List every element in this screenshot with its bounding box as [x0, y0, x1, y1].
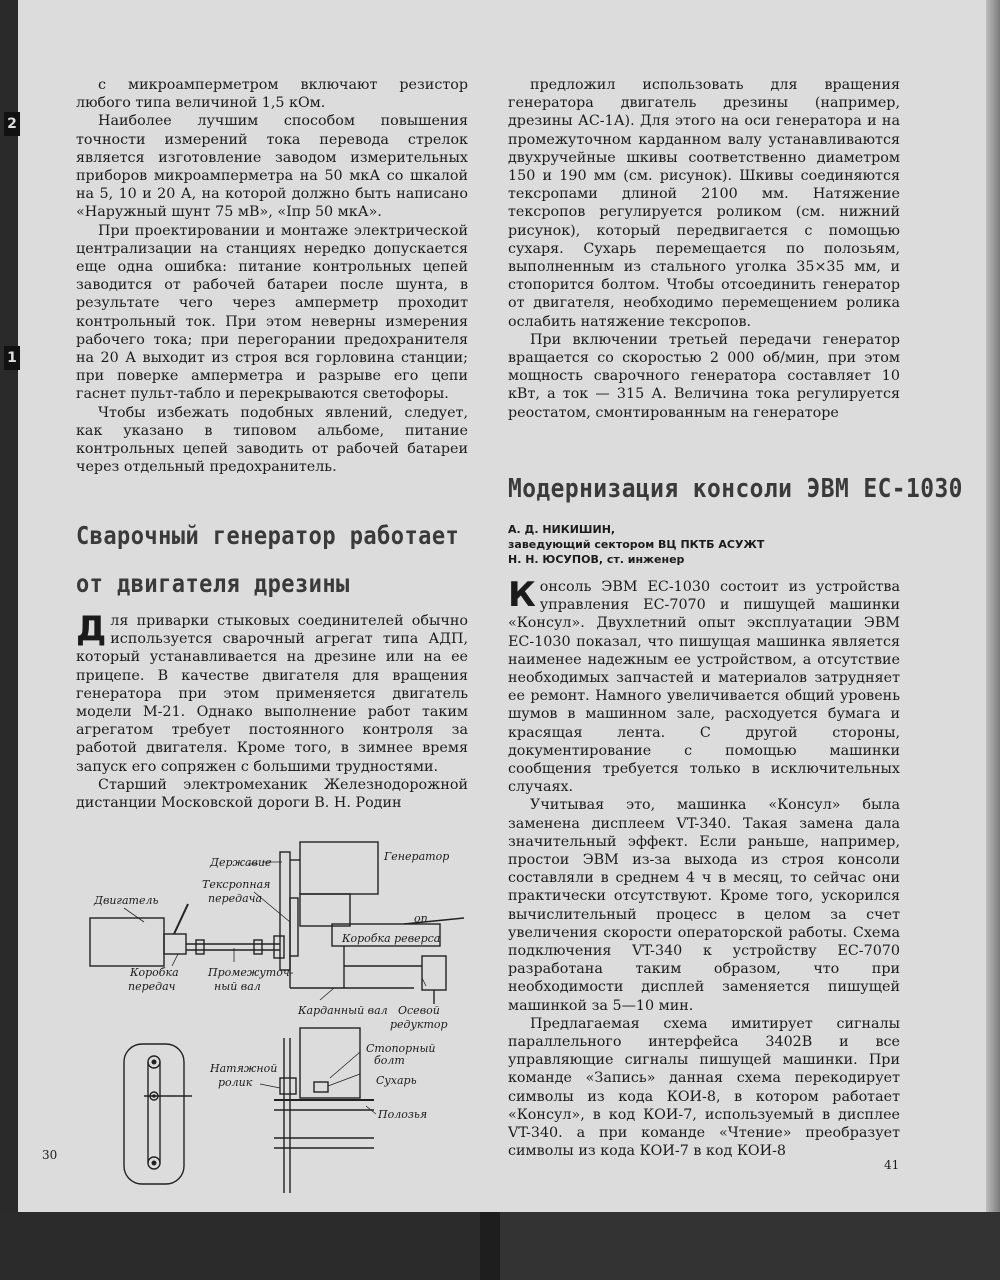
- paragraph: При включении третьей передачи генератор вращается со скоростью 2 000 об/мин, при этом мощность сварочного генератора составляет 10 кВт, а ток — 315 А. Величина тока регулируется реостатом, смонтированным на генераторе: [508, 331, 900, 421]
- scan-background: [0, 1212, 1000, 1280]
- label-tension-roller: Натяжной: [210, 1062, 278, 1075]
- right-column: [508, 76, 900, 422]
- article-evm-body: [508, 575, 900, 1161]
- label-gearbox: Коробка: [130, 966, 179, 979]
- label-lock-bolt-2: болт: [374, 1054, 405, 1067]
- paragraph: Наиболее лучшим способом повышения точности измерений тока перевода стрелок является изготовление заводом измерительных приборов микроамперметра на 50 мкА со шкалой на 5, 10 и 20 А, на которой должно быть написано «Наружный шунт 75 мВ», «Iпр 50 мкА».: [76, 113, 468, 221]
- label-slider: Сухарь: [376, 1074, 417, 1087]
- paragraph: Консоль ЭВМ ЕС-1030 состоит из устройства управления ЕС-7070 и пишущей машинки «Консул». Двухлетний опыт эксплуатации ЭВМ ЕС-1030 показал, что пишущая машинка является наименее надежным ее устройством, а отсутствие необходимых запчастей и материалов затрудняет ее ремонт. Намного увеличивается общий уровень шумов в машинном зале, расходуется бумага и красящая лента. С другой стороны, документирование с помощью машинки сообщения требуется только в исключительных случаях.: [508, 575, 900, 796]
- article-weld-body: [76, 609, 468, 812]
- label-belt-drive-2: передача: [208, 892, 263, 905]
- title-line: от двигателя дрезины: [76, 569, 350, 598]
- paragraph: При проектировании и монтаже электрической централизации на станциях нередко допускается еще одна ошибка: питание контрольных цепей заводится от рабочей батареи после шунта, в результате чего через амперметр проходит контрольный ток. При этом неверны измерения рабочего тока; при перегорании предохранителя на 20 А выходит из строя вся горловина станции; при поверке амперметра и разрыве его цепи гаснет пульт-табло и перекрываются светофоры.: [76, 222, 468, 403]
- label-tension-roller-2: ролик: [218, 1076, 253, 1089]
- label-lock-bolt: Стопорный: [366, 1042, 436, 1055]
- author-role: заведующий сектором ВЦ ПКТБ АСУЖТ: [508, 538, 765, 551]
- author-name: Н. Н. ЮСУПОВ, ст. инженер: [508, 553, 685, 566]
- page-number-right: 41: [884, 1158, 900, 1172]
- label-reverse-box: Коробка реверса: [342, 932, 441, 945]
- paragraph: предложил использовать для вращения генератора двигатель дрезины (например, дрезины АС-1А). Для этого на оси генератора и на промежуточном карданном валу устанавливаются двухручейные шкивы соответственно диаметром 150 и 190 мм (см. рисунок). Шкивы соединяются тексропами длиной 2100 мм. Натяжение тексропов регулируется роликом (см. нижний рисунок), который передвигается с помощью сухаря. Сухарь перемещается по полозьям, выполненным из стального уголка 35×35 мм, и стопорится болтом. Чтобы отсоединить генератор от двигателя, необходимо перемещением ролика ослабить натяжение тексропов.: [508, 77, 900, 330]
- label-engine: Двигатель: [94, 894, 159, 907]
- label-axle-reducer-2: редуктор: [390, 1018, 448, 1031]
- label-on: on: [414, 912, 428, 925]
- page-gutter: [0, 0, 18, 1280]
- label-intermediate-shaft-2: ный вал: [214, 980, 261, 993]
- label-generator: Генератор: [384, 850, 450, 863]
- drop-cap: Д: [76, 609, 107, 649]
- label-holder: Державие: [210, 856, 272, 869]
- article-title-evm: Модернизация консоли ЭВМ ЕС-1030: [508, 474, 963, 504]
- article-title-weld: [76, 512, 463, 608]
- paragraph: Для приварки стыковых соединителей обычно используется сварочный агрегат типа АДП, который устанавливается на дрезине или на ее прицепе. В качестве двигателя для вращения генератора при этом применяется двигатель модели М-21. Однако выполнение работ таким агрегатом требует постоянного контроля за работой двигателя. Кроме того, в зимнее время запуск его сопряжен с большими трудностями.: [76, 609, 468, 775]
- generator-drive-diagram: [84, 838, 474, 1198]
- paragraph: с микроамперметром включают резистор любого типа величиной 1,5 кОм.: [76, 77, 468, 112]
- label-runners: Полозья: [378, 1108, 428, 1121]
- label-intermediate-shaft: Промежуточ-: [208, 966, 294, 979]
- drop-cap: К: [508, 575, 536, 615]
- label-belt-drive: Тексропная: [202, 878, 271, 891]
- page-number-left: 30: [42, 1148, 58, 1162]
- label-cardan-shaft: Карданный вал: [298, 1004, 388, 1017]
- paragraph: Чтобы избежать подобных явлений, следует, как указано в типовом альбоме, питание контрольных цепей заводить от рабочей батареи через отдельный предохранитель.: [76, 404, 468, 476]
- label-axle-reducer: Осевой: [398, 1004, 440, 1017]
- paragraph: Учитывая это, машинка «Консул» была заменена дисплеем VT-340. Такая замена дала значительный эффект. Если раньше, например, простои ЭВМ из-за выхода из строя консоли составляли в среднем 4 ч в месяц, то сейчас они практически отсутствуют. Кроме того, ускорился вычислительный процесс в целом за счет увеличения скорости операторской работы. Схема подключения VT-340 к устройству ЕС-7070 разработана таким образом, что при необходимости дисплей заменяется пишущей машинкой за 5—10 мин.: [508, 797, 900, 1014]
- title-line: Сварочный генератор работает: [76, 521, 460, 550]
- author-name: А. Д. НИКИШИН,: [508, 523, 616, 536]
- authors: [508, 522, 898, 567]
- label-gearbox-2: передач: [128, 980, 176, 993]
- paragraph: Старший электромеханик Железнодорожной дистанции Московской дороги В. Н. Родин: [76, 776, 468, 812]
- margin-marker-bottom: 1: [4, 346, 20, 370]
- page-edge-shadow: [986, 0, 1000, 1280]
- paragraph: Предлагаемая схема имитирует сигналы параллельного интерфейса 3402В и все управляющие сигналы пишущей машинки. При команде «Запись» данная схема перекодирует символы из кода КОИ-8, в котором работает «Консул», в код КОИ-7, используемый в дисплее VT-340. а при команде «Чтение» преобразует символы из кода КОИ-7 в код КОИ-8: [508, 1015, 900, 1160]
- margin-marker-top: 2: [4, 112, 20, 136]
- left-column: [76, 76, 468, 476]
